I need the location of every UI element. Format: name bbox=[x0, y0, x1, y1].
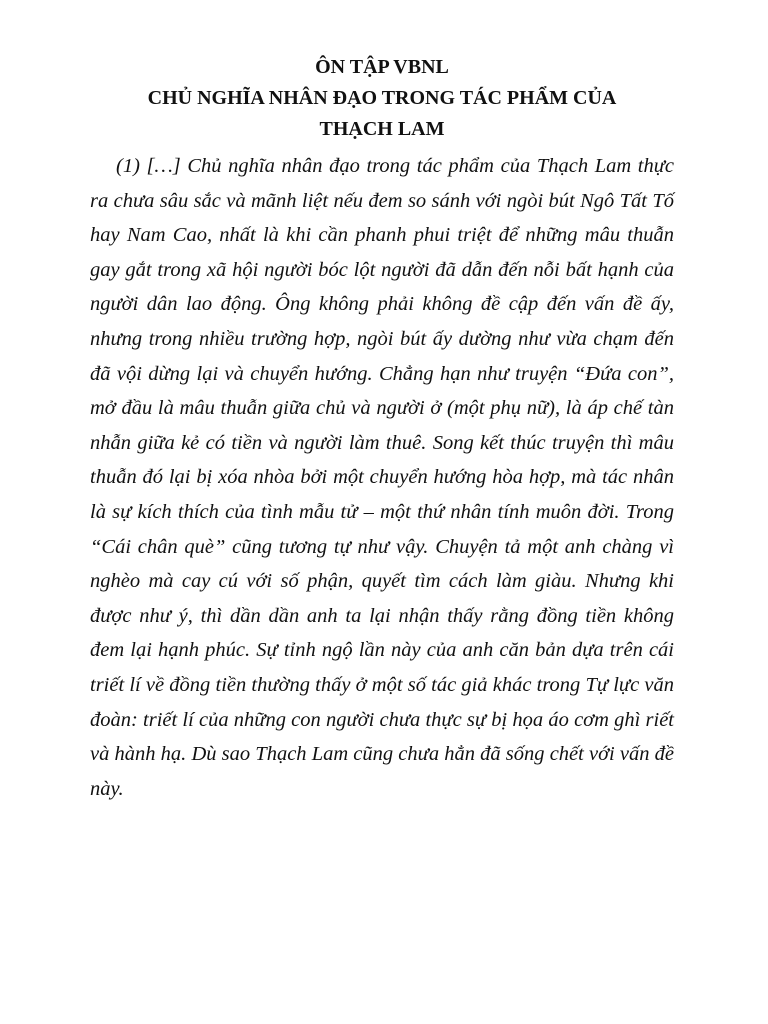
title-line-3: THẠCH LAM bbox=[319, 118, 445, 140]
title-line-1: ÔN TẬP VBNL bbox=[315, 56, 449, 78]
document-heading bbox=[90, 52, 674, 145]
body-paragraph: (1) […] Chủ nghĩa nhân đạo trong tác phẩm của Thạch Lam thực ra chưa sâu sắc và mãnh liệt nếu đem so sánh với ngòi bút Ngô Tất Tố hay Nam Cao, nhất là khi cần phanh phui triệt để những mâu thuẫn gay gắt trong xã hội người bóc lột người đã dẫn đến nỗi bất hạnh của người dân lao động. Ông không phải không đề cập đến vấn đề ấy, nhưng trong nhiều trường hợp, ngòi bút ấy dường như vừa chạm đến đã vội dừng lại và chuyển hướng. Chẳng hạn như truyện “Đứa con”, mở đầu là mâu thuẫn giữa chủ và người ở (một phụ nữ), là áp chế tàn nhẫn giữa kẻ có tiền và người làm thuê. Song kết thúc truyện thì mâu thuẫn đó lại bị xóa nhòa bởi một chuyển hướng hòa hợp, mà tác nhân là sự kích thích của tình mẫu tử – một thứ nhân tính muôn đời. Trong “Cái chân què” cũng tương tự như vậy. Chuyện tả một anh chàng vì nghèo mà cay cú với số phận, quyết tìm cách làm giàu. Nhưng khi được như ý, thì dần dần anh ta lại nhận thấy rằng đồng tiền không đem lại hạnh phúc. Sự tỉnh ngộ lần này của anh căn bản dựa trên cái triết lí về đồng tiền thường thấy ở một số tác giả khác trong Tự lực văn đoàn: triết lí của những con người chưa thực sự bị họa áo cơm ghì riết và hành hạ. Dù sao Thạch Lam cũng chưa hẳn đã sống chết với vấn đề này. bbox=[90, 155, 674, 800]
title-line-2: CHỦ NGHĨA NHÂN ĐẠO TRONG TÁC PHẨM CỦA bbox=[147, 87, 617, 109]
document-content bbox=[90, 52, 674, 806]
